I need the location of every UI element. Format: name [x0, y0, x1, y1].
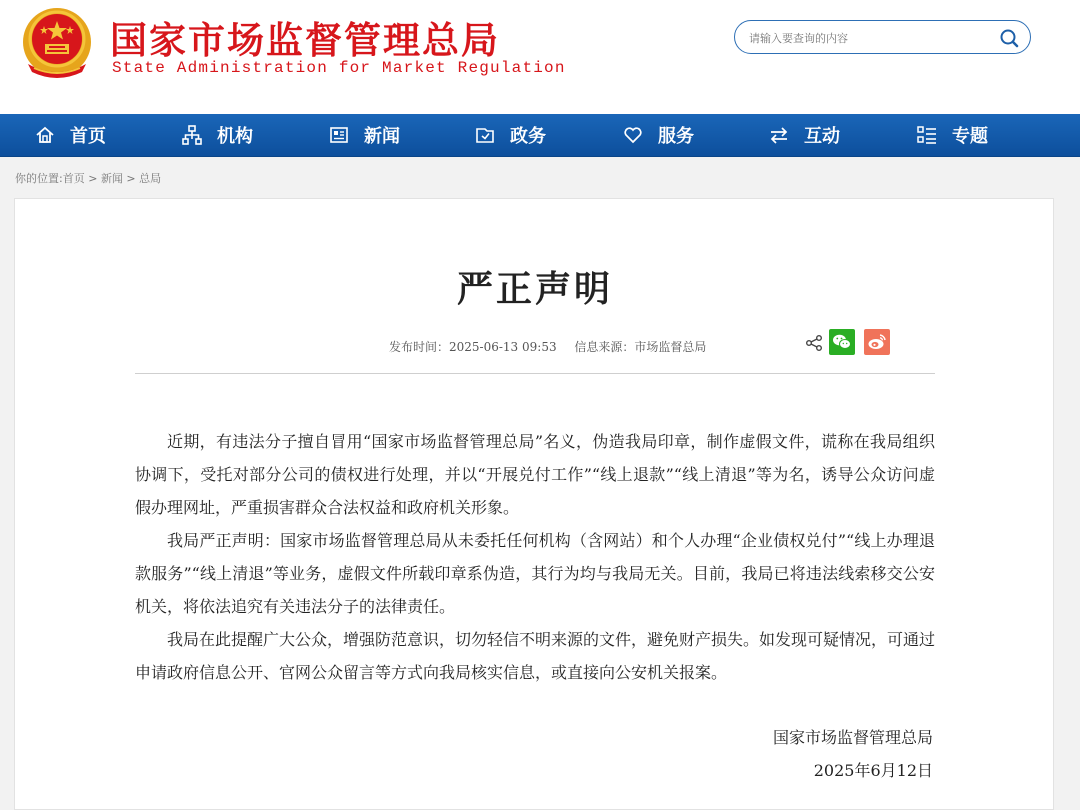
newspaper-icon: [328, 124, 350, 146]
site-title-cn[interactable]: 国家市场监督管理总局: [110, 19, 500, 62]
breadcrumb: [15, 170, 161, 186]
breadcrumb-news[interactable]: 新闻: [100, 172, 123, 185]
nav-label: 首页: [70, 126, 106, 147]
government-affairs-icon: [474, 124, 496, 146]
nav-label: 互动: [804, 126, 840, 147]
article-panel: [14, 198, 1054, 810]
nav-item-news[interactable]: [328, 114, 400, 156]
article-paragraph: 我局严正声明：国家市场监督管理总局从未委托任何机构（含网站）和个人办理“企业债权兑付”“线上办理退款服务”“线上清退”等业务，虚假文件所载印章系伪造，其行为均与我局无关。目前，我局已将违法线索移交公安机关，将依法追究有关违法分子的法律责任。: [135, 531, 935, 616]
breadcrumb-separator: >: [84, 172, 101, 185]
weibo-share-button[interactable]: [864, 329, 890, 355]
title-divider: [135, 373, 935, 374]
nav-label: 服务: [658, 126, 694, 147]
article-body: [135, 425, 935, 689]
heart-icon: [622, 124, 644, 146]
nav-item-service[interactable]: [622, 114, 694, 156]
nav-label: 政务: [510, 126, 546, 147]
nav-item-topics[interactable]: [916, 114, 988, 156]
nav-item-home[interactable]: [34, 114, 106, 156]
site-title-en[interactable]: State Administration for Market Regulation: [112, 59, 566, 77]
signature-org: 国家市场监督管理总局: [772, 728, 933, 747]
nav-item-organization[interactable]: [181, 114, 253, 156]
search-icon[interactable]: [998, 27, 1020, 49]
nav-item-affairs[interactable]: [474, 114, 546, 156]
share-icon[interactable]: [805, 334, 823, 352]
home-icon: [34, 124, 56, 146]
exchange-arrows-icon: [768, 124, 790, 146]
breadcrumb-prefix: 你的位置:: [15, 172, 63, 185]
article-title: 严正声明: [456, 269, 613, 310]
wechat-icon: [829, 329, 855, 355]
national-emblem-icon[interactable]: [20, 6, 94, 82]
nav-label: 专题: [952, 126, 988, 147]
nav-item-interaction[interactable]: [768, 114, 840, 156]
article-meta: [389, 338, 706, 355]
topics-list-icon: [916, 124, 938, 146]
nav-label: 机构: [217, 126, 253, 147]
wechat-share-button[interactable]: [829, 329, 855, 355]
signature-date: 2025年6月12日: [813, 761, 933, 780]
main-navigation: [0, 114, 1080, 157]
article-paragraph: 近期，有违法分子擅自冒用“国家市场监督管理总局”名义，伪造我局印章，制作虚假文件，谎称在我局组织协调下，受托对部分公司的债权进行处理，并以“开展兑付工作”“线上退款”“线上清退”等为名，诱导公众访问虚假办理网址，严重损害群众合法权益和政府机关形象。: [135, 432, 935, 517]
article-signature: [773, 721, 933, 787]
search-input[interactable]: [747, 27, 991, 49]
info-source: 信息来源：市场监督总局: [574, 340, 707, 354]
breadcrumb-headquarters[interactable]: 总局: [139, 172, 162, 185]
site-header: [0, 0, 1080, 114]
nav-label: 新闻: [364, 126, 400, 147]
org-chart-icon: [181, 124, 203, 146]
breadcrumb-home[interactable]: 首页: [62, 172, 85, 185]
breadcrumb-separator: >: [122, 172, 140, 185]
article-paragraph: 我局在此提醒广大公众，增强防范意识，切勿轻信不明来源的文件，避免财产损失。如发现可疑情况，可通过申请政府信息公开、官网公众留言等方式向我局核实信息，或直接向公安机关报案。: [135, 630, 936, 682]
search-box: [734, 20, 1031, 54]
weibo-icon: [864, 329, 890, 355]
publish-time: 发布时间：2025-06-13 09:53: [389, 340, 557, 354]
